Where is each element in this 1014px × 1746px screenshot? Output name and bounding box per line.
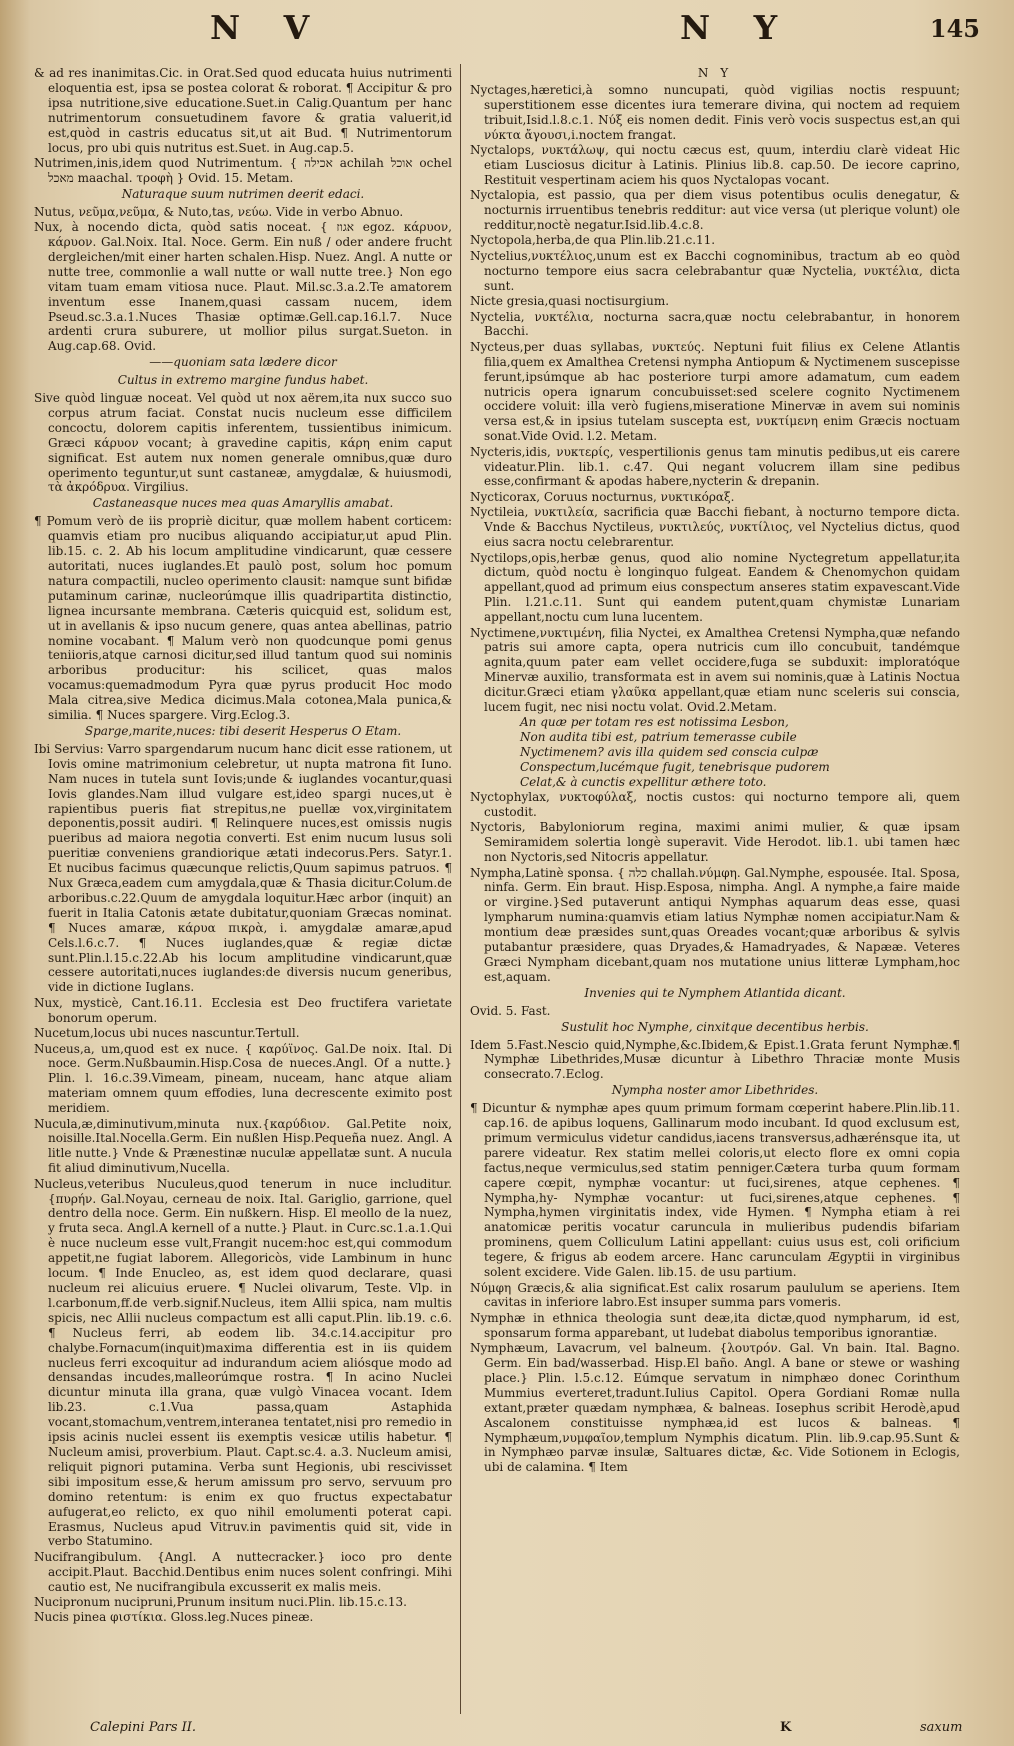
quotation-line: Sparge,marite,nuces: tibi deserit Hesperus O Etam. xyxy=(84,723,402,738)
dictionary-entry: Nyctopola,herba,de qua Plin.lib.21.c.11. xyxy=(470,233,716,248)
quotation-line: Cultus in extremo margine fundus habet. xyxy=(117,373,369,388)
dictionary-entry: Nympha,Latinè sponsa. { כלה challah.νύμφη. Gal.Nymphe, espousée. Ital. Sposa, ninfa. Germ. Ein braut. Hisp.Esposa, nimpha. Angl. A nymphe,a faire maide or virgine.}Sed putaverunt antiqui Nymphas aquarum deas esse, quasi lympharum numina:quamvis etiam latius Nymphæ nomen accipiatur.Nam & montium deæ præsides sunt,quas Oreades vocant;quæ arboribus & sylvis putabantur præsidere, quas Dryades,& Hamadryades, & Napææ. Veteres Græci Nympham dicebant,quam nos mutatione unius litteræ Lympham,hoc est,aquam. xyxy=(470,865,960,984)
right-column-heading: N Y xyxy=(697,66,733,80)
dictionary-entry: Nucula,æ,diminutivum,minuta nux.{καρύδιον. Gal.Petite noix, noisille.Ital.Nocella.Germ. Ein nußlen Hisp.Pequeña nuez. Angl. A litle nutte.} Vnde & Prænestinæ nuculæ appellatæ sunt. A nucula fit aliud diminutivum,Nucella. xyxy=(34,1116,452,1176)
quotation-line: Invenies qui te Nymphem Atlantida dicant. xyxy=(584,985,846,1000)
dictionary-entry: Nicte gresia,quasi noctisurgium. xyxy=(470,294,670,309)
dictionary-entry: Ovid. 5. Fast. xyxy=(470,1003,551,1018)
verse-line: Conspectum,lucémque fugit, tenebrisque pudorem xyxy=(520,760,830,775)
dictionary-entry: ¶ Dicuntur & nymphæ apes quum primum formam cœperint habere.Plin.lib.11. cap.16. de apibus loquens, Gallinarum modo incubant. Id quod exclusum est, primum vermiculus videtur candidus,iacens transversus,adhærénsque ita, ut parere videatur. Rex statim mellei coloris,ut electo flore ex omni copia factus,neque vermiculus,sed statim penniger.Cætera turba quum formam capere cœpit, nymphæ vocantur: ut fuci,sirenes, atque cephenes. ¶ Nympha,hy- Nymphæ vocantur: ut fuci,sirenes,atque cephenes. ¶ Nympha,hymen virginitatis index, vide Hymen. ¶ Nympha etiam à rei anatomicæ peritis vocatur caruncula in mulieribus pudendis bifariam prominens, quem Colliculum Latini appellant: cuius usus est, coli orificium tegere, & frigus ab eodem arcere. Hanc carunculam Ægyptii in virginibus solent excidere. Vide Galen. lib.15. de usu partium. xyxy=(470,1101,960,1280)
dictionary-entry: Nyctoris, Babyloniorum regina, maximi animi mulier, & quæ ipsam Semiramidem solertia longè superavit. Vide Herodot. lib.1. ubi tamen hæc non Nyctoris,sed Nitocris appellatur. xyxy=(470,820,960,865)
verse-line: An quæ per totam res est notissima Lesbon, xyxy=(520,715,789,730)
dictionary-entry: Nuceus,a, um,quod est ex nuce. { καρύϊνος. Gal.De noix. Ital. Di noce. Germ.Nußbaumin.Hisp.Cosa de nueces.Angl. Of a nutte.} Plin. l. 16.c.39.Vimeam, pineam, nuceam, hanc atque aliam materiam omnem quum effodies, luna decrescente eximito post meridiem. xyxy=(34,1041,452,1116)
dictionary-entry: Nucipronum nucipruni,Prunum insitum nuci.Plin. lib.15.c.13. xyxy=(34,1595,407,1610)
column-divider xyxy=(460,64,461,1714)
dictionary-entry: Νύμφη Græcis,& alia significat.Est calix rosarum paululum se aperiens. Item cavitas in inferiore labro.Est insuper summa pars vomeris. xyxy=(470,1280,960,1310)
dictionary-entry: Nyctalopia, est passio, qua per diem visus potentibus oculis denegatur, & nocturnis irruentibus tenebris redditur: aut vice versa (ut plerique volunt) ole redditur,noctè negatur.Isid.lib.4.c.8. xyxy=(470,188,960,233)
verse-line: Nyctimenem? avis illa quidem sed conscia culpæ xyxy=(520,745,819,760)
dictionary-entry: Nymphæ in ethnica theologia sunt deæ,ita dictæ,quod nympharum, id est, sponsarum forma apparebant, ut ludebat diabolus temporibus ignorantiæ. xyxy=(470,1310,960,1340)
dictionary-entry: Nucetum,locus ubi nuces nascuntur.Tertull. xyxy=(34,1026,300,1041)
dictionary-entry: Nucifrangibulum. {Angl. A nuttecracker.} ioco pro dente accipit.Plaut. Bacchid.Dentibus enim nuces solent confringi. Mihi cautio est, Ne nucifrangibula excusserit ex malis meis. xyxy=(34,1549,452,1594)
dictionary-entry: Nycteris,idis, νυκτερίς, vespertilionis genus tam minutis pedibus,ut eis carere videatur.Plin. lib.1. c.47. Qui negant volucrem illam sine pedibus esse,confirmant & apodas habere,nycterin & drepanin. xyxy=(470,444,960,489)
dictionary-entry: Ibi Servius: Varro spargendarum nucum hanc dicit esse rationem, ut Iovis omine matrimonium celebretur, ut nupta matrona fit Iuno. Nam nuces in tutela sunt Iovis;unde & iuglandes vocantur,quasi Iovis glandes.Nam illud vulgare est,ideo spargi nuces,ut è rapientibus pueris fiat strepitus,ne puellæ vox,virginitatem deponentis,possit audiri. ¶ Relinquere nuces,est omissis nugis pueribus ad maiora negotia converti. Est enim nucum lusus soli pueritiæ conveniens grandiorique ætati indecorus.Pers. Satyr.1. Et nucibus facimus quæcunque relictis,Quum sapimus patruos. ¶ Nux Græca,eadem cum amygdala,quæ & Thasia dicitur.Colum.de arboribus.c.22.Quum de amygdala loquitur.Hæc arbor (inquit) an fuerit in Italia Catonis ætate dubitatur,quoniam Græcas nominat. ¶ Nuces amaræ, κάρυα πικρὰ, i. amygdalæ amaræ,apud Cels.l.6.c.7. ¶ Nuces iuglandes,quæ & regiæ dictæ sunt.Plin.l.15.c.22.Ab his locum amplitudine vindicarunt,quæ cessere autoritati,nuces iuglandes:de diversis nucum generibus, vide in dictione Iuglans. xyxy=(34,741,452,995)
dictionary-entry: Nyctileia, νυκτιλεία, sacrificia quæ Bacchi fiebant, à nocturno tempore dicta. Vnde & Bacchus Nyctileus, νυκτιλεύς, νυκτίλιος, vel Nyctelius dictus, quod eius sacra noctu celebrarentur. xyxy=(470,505,960,550)
dictionary-entry: Nux, à nocendo dicta, quòd satis noceat. { אגוז egoz. κάρυον, κάρυον. Gal.Noix. Ital. Noce. Germ. Ein nuß / oder andere frucht dergleichen/mit einer harten schalen.Hisp. Nuez. Angl. A nutte or nutte tree, commonlie a wall nutte or wall nutte tree.} Non ego vitam tuam emam vitiosa nuce. Plaut. Mil.sc.3.a.2.Te amatorem inventum esse Inanem,quasi cassam nucem, idem Pseud.sc.3.a.1.Nuces Thasiæ optimæ.Gell.cap.16.l.7. Nuce ardenti crura suburere, ut mollior pilus surgat.Sueton. in Aug.cap.68. Ovid. xyxy=(34,220,452,354)
dictionary-entry: ¶ Pomum verò de iis propriè dicitur, quæ mollem habent corticem: quamvis etiam pro nucibus aliquando accipiatur,ut apud Plin. lib.15. c. 2. Ab his locum amplitudine vindicarunt, quæ cessere autoritati, nuces iuglandes.Et paulò post, solum hoc pomum natura compactili, nucleo operimento clausit: namque sunt bifidæ putaminum carinæ, nucleorúmque illis quadripartita distinctio, lignea incursante membrana. Cæteris quicquid est, solidum est, ut in avellanis & ipso nucum genere, quas antea abellinas, patrio nomine vocabant. ¶ Malum verò non quodcunque pomi genus teniioris,atque carnosi dicitur,sed illud tantum quod sui nominis arboribus producitur: his scilicet, quas malos vocamus:quemadmodum Pyra quæ pyrus producit Hoc modo Mala citrea,sive Medica dicimus.Mala cotonea,Mala punica,& similia. ¶ Nuces spargere. Virg.Eclog.3. xyxy=(34,514,452,723)
dictionary-entry: Sive quòd linguæ noceat. Vel quòd ut nox aërem,ita nux succo suo corpus atrum faciat. Constat nucis nucleum esse difficilem concoctu, dolorem capitis inferentem, tussientibus inimicum. Græci κάρυον vocant; à gravedine capitis, κάρη enim caput significat. Est autem nux nomen generale omnibus,quæ duro operimento teguntur,ut sunt castaneæ, amygdalæ, & huiusmodi, τὰ ἀκρόδρυα. Virgilius. xyxy=(34,391,452,495)
dictionary-entry: Nucis pinea φιστίκια. Gloss.leg.Nuces pineæ. xyxy=(34,1610,314,1625)
quotation-line: Naturaque suum nutrimen deerit edaci. xyxy=(121,186,365,201)
quotation-line: Castaneasque nuces mea quas Amaryllis amabat. xyxy=(92,496,394,511)
signature-mark: Calepini Pars II. xyxy=(90,1720,197,1735)
quotation-line: Nympha noster amor Libethrides. xyxy=(611,1083,819,1098)
dictionary-entry: Idem 5.Fast.Nescio quid,Nymphe,&c.Ibidem,& Epist.1.Grata ferunt Nymphæ.¶ Nymphæ Libethrides,Musæ dicuntur à Libethro Thraciæ monte Musis consecrato.7.Eclog. xyxy=(470,1037,960,1082)
running-head-left: N V xyxy=(210,8,326,47)
dictionary-entry: Nymphæum, Lavacrum, vel balneum. {λουτρόν. Gal. Vn bain. Ital. Bagno. Germ. Ein bad/wasserbad. Hisp.El baño. Angl. A bane or stewe or washing place.} Plin. l.5.c.12. Eúmque servatum in nimphæo donec Corinthum Mummius everteret,tradunt.Iulius Capitol. Opera Gordiani Romæ nulla extant,præter quædam nymphæa, & balneas. Iosephus scribit Herodè,apud Ascalonem constituisse nymphæa,id est lucos & balneas. ¶ Nymphæum,νυμφαῖον,templum Nymphis dicatum. Plin. lib.9.cap.95.Sunt & in Nymphæo parvæ insulæ, Saltuares dictæ, &c. Vide Sotionem in Eclogis, ubi de calamina. ¶ Item xyxy=(470,1341,960,1475)
quotation-line: ——quoniam sata lædere dicor xyxy=(149,355,337,370)
running-head-right: N Y xyxy=(680,8,794,47)
dictionary-entry: Nyctelia, νυκτέλια, nocturna sacra,quæ noctu celebrabantur, in honorem Bacchi. xyxy=(470,309,960,339)
dictionary-entry: Nyctelius,νυκτέλιος,unum est ex Bacchi cognominibus, tractum ab eo quòd nocturno tempore eius sacra celebrabantur quæ Nyctelia, νυκτέλια, dicta sunt. xyxy=(470,248,960,293)
quotation-line: Sustulit hoc Nymphe, cinxitque decentibus herbis. xyxy=(561,1019,869,1034)
signature-letter: K xyxy=(780,1720,792,1735)
dictionary-entry: Nutrimen,inis,idem quod Nutrimentum. { אכילה achilah אוכל ochel מאכל maachal. τροφὴ } Ovid. 15. Metam. xyxy=(34,155,452,185)
dictionary-entry: Nyctages,hæretici,à somno nuncupati, quòd vigilias noctis respuunt; superstitionem esse dicentes iura temerare divina, qui noctem ad requiem tribuit,Isid.l.8.c.1. Νύξ eis nomen dedit. Finis verò vocis suspectus est,an qui νύκτα ἄγουσι,i.noctem frangat. xyxy=(470,82,960,142)
dictionary-entry: Nycticorax, Coruus nocturnus, νυκτικόραξ. xyxy=(470,489,735,504)
left-column xyxy=(34,66,452,1732)
verse-line: Non audita tibi est, patrium temerasse cubile xyxy=(520,730,797,745)
dictionary-entry: Nycteus,per duas syllabas, νυκτεύς. Neptuni fuit filius ex Celene Atlantis filia,quem ex Amalthea Cretensi nympha Antiopum & Nyctimenem suscepisse ferunt,ipsúmque ab hac posteriore turpi amore adamatum, cum eadem nutricis opera ignarum concubuisset:sed scelere cognito Nyctimenem occidere voluit: illa verò fugiens,miseratione Minervæ in avem sui nominis versa est,& in ipsius tutelam suscepta est, νυκτίμενη enim Græcis noctuam sonat.Vide Ovid. l.2. Metam. xyxy=(470,339,960,444)
page-number: 145 xyxy=(929,14,980,43)
dictionary-entry: Nutus, νεῦμα,νεῦμα, & Nuto,tas, νεύω. Vide in verbo Abnuo. xyxy=(34,204,404,219)
dictionary-entry: Nyctimene,νυκτιμένη, filia Nyctei, ex Amalthea Cretensi Nympha,quæ nefando patris sui amore capta, opera nutricis cum illo concubuit, tandémque agnita,quum pater eam vellet occidere,fuga se subduxit: imploratóque Minervæ auxilio, transformata est in avem sui nominis,quæ à Latinis Noctua dicitur.Græci etiam γλαῦκα appellant,quæ etiam nunc sceleris sui conscia, lucem fugit, nec nisi noctu volat. Ovid.2.Metam. xyxy=(470,625,960,715)
dictionary-entry: Nyctalops, νυκτάλωψ, qui noctu cæcus est, quum, interdiu clarè videat Hic etiam Lusciosus dicitur à Latinis. Plinius lib.8. cap.50. De iecore caprino, Restituit vespertinam aciem his quos Nyctalopas vocant. xyxy=(470,143,960,187)
right-column xyxy=(470,66,960,1732)
catchword: saxum xyxy=(920,1720,963,1735)
dictionary-entry: Nyctophylax, νυκτοφύλαξ, noctis custos: qui nocturno tempore ali, quem custodit. xyxy=(470,790,960,819)
dictionary-entry: Nux, mysticè, Cant.16.11. Ecclesia est Deo fructifera varietate bonorum operum. xyxy=(34,995,452,1025)
dictionary-entry: & ad res inanimitas.Cic. in Orat.Sed quod educata huius nutrimenti eloquentia est, ipsa se postea colorat & roborat. ¶ Accipitur & pro ipsa nutritione,sive educatione.Suet.in Calig.Quantum per hanc nutrimentorum consuetudinem favore & gratia valuerit,id est,quòd in castris educatus sit,ut ait Bud. ¶ Nutrimentorum locus, pro ubi quis nutritus est.Suet. in Aug.cap.5. xyxy=(34,66,452,155)
dictionary-entry: Nyctilops,opis,herbæ genus, quod alio nomine Nyctegretum appellatur,ita dictum, quòd noctu è longinquo fulgeat. Eandem & Chenomychon quidam appellant,quod ad primum eius conspectum anseres statim expavescant.Vide Plin. l.21.c.11. Sunt qui eandem putent,quam chymistæ Lunariam appellant,noctu cum luna lucentem. xyxy=(470,550,960,625)
verse-line: Celat,& à cunctis expellitur æthere toto. xyxy=(520,775,767,790)
dictionary-entry: Nucleus,veteribus Nuculeus,quod tenerum in nuce includitur. {πυρήν. Gal.Noyau, cerneau de noix. Ital. Gariglio, garrione, quel dentro della noce. Germ. Ein nußkern. Hisp. El meollo de la nuez, y fruta seca. Angl.A kernell of a nutte.} Plaut. in Curc.sc.1.a.1.Qui è nuce nucleum esse vult,Frangit nucem:hoc est,qui commodum appetit,ne fugiat laborem. Allegoricòs, vide Lambinum in hunc locum. ¶ Inde Enucleo, as, est idem quod declarare, quasi nucleum rei alicuius eruere. ¶ Nuclei olivarum, Teste. Vlp. in l.carbonum,ff.de verb.signif.Nucleus, item Allii spica, nam multis spicis, nec Allii nucleus compactum est alli caput.Plin. lib.19. c.6. ¶ Nucleus ferri, ab eodem lib. 34.c.14.accipitur pro chalybe.Fornacum(inquit)maxima differentia est in iis quidem nucleus ferri excoquitur ad indurandum aciem aliósque modo ad densandas incudes,malleorúmque rostra. ¶ In acino Nuclei dicuntur minuta illa grana, quæ vulgò Vinacea vocant. Idem lib.23. c.1.Vua passa,quam Astaphida vocant,stomachum,ventrem,interanea tentatet,nisi pro remedio in ipsis acinis nuclei essent iis exemptis vesicæ utilis habetur. ¶ Nucleum amisi, proverbium. Plaut. Capt.sc.4. a.3. Nucleum amisi, reliquit pignori putamina. Verba sunt Hegionis, ubi rescivisset sibi impositum esse,& herum amissum pro servo, servuum pro domino retentum: is enim ex quo fructus expectabatur aufugerat,eo relicto, ex quo nihil emolumenti poterat capi. Erasmus, Nucleus apud Vitruv.in pavimentis quid sit, vide in verbo Statumino. xyxy=(34,1176,452,1549)
